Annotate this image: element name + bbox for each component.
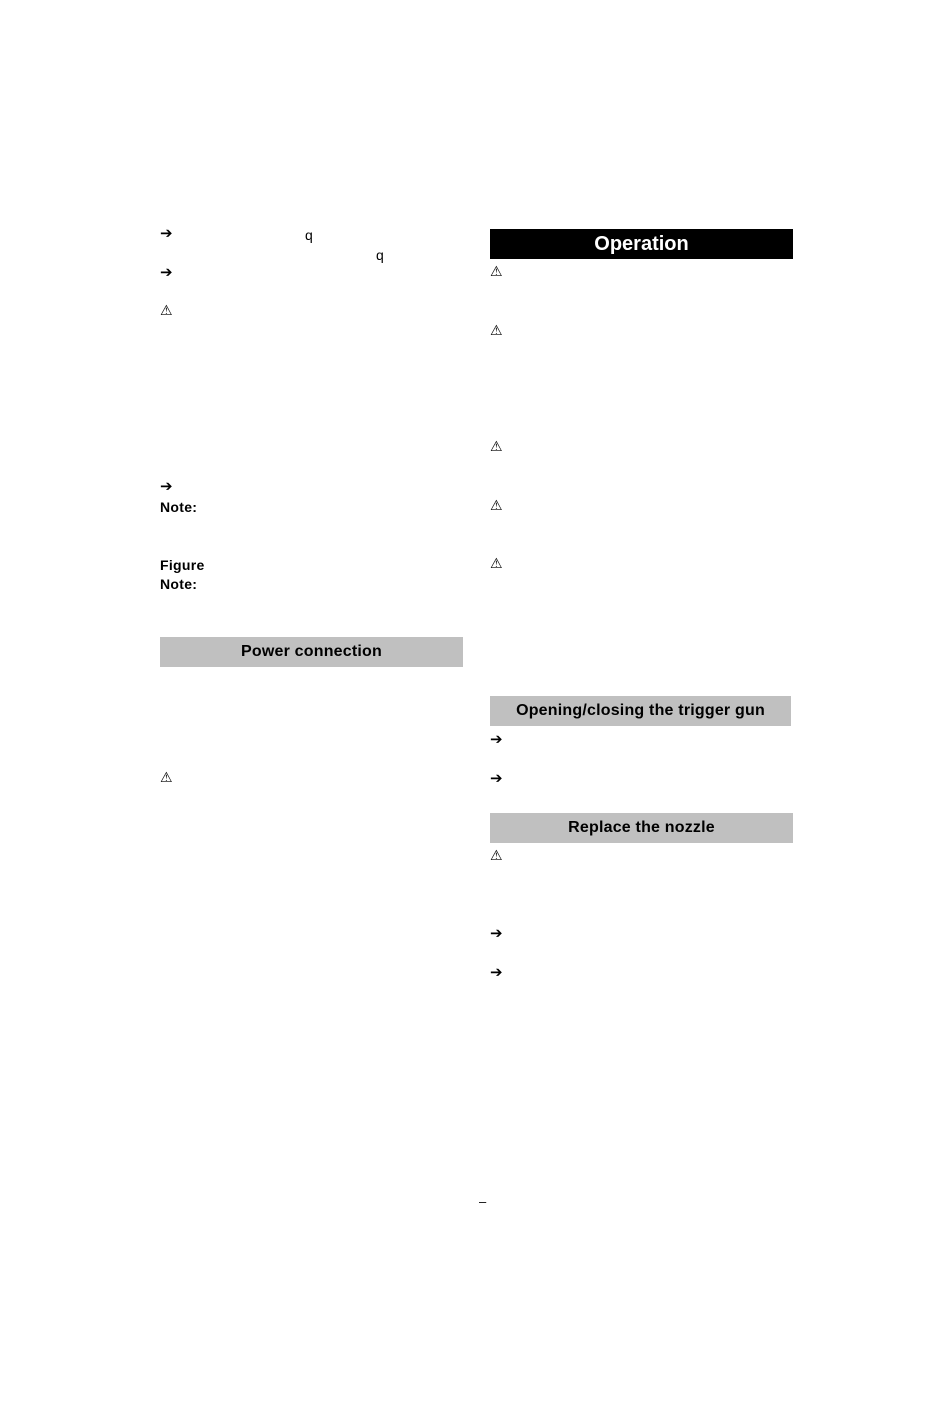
warning-icon: ⚠ bbox=[490, 264, 503, 280]
warning-icon: ⚠ bbox=[490, 323, 503, 339]
arrow-icon: ➔ bbox=[490, 730, 503, 748]
arrow-icon: ➔ bbox=[160, 263, 173, 281]
warning-icon: ⚠ bbox=[490, 439, 503, 455]
arrow-icon: ➔ bbox=[490, 924, 503, 942]
figure-label: Figure bbox=[160, 557, 205, 573]
trigger-gun-heading: Opening/closing the trigger gun bbox=[490, 696, 791, 726]
arrow-icon: ➔ bbox=[490, 963, 503, 981]
page-number-mark: – bbox=[479, 1194, 487, 1209]
note-label: Note: bbox=[160, 499, 198, 515]
warning-icon: ⚠ bbox=[160, 303, 173, 319]
stray-character: q bbox=[305, 227, 313, 243]
stray-character: q bbox=[376, 247, 384, 263]
note-label: Note: bbox=[160, 576, 198, 592]
warning-icon: ⚠ bbox=[490, 556, 503, 572]
warning-icon: ⚠ bbox=[160, 770, 173, 786]
arrow-icon: ➔ bbox=[160, 477, 173, 495]
arrow-icon: ➔ bbox=[490, 769, 503, 787]
warning-icon: ⚠ bbox=[490, 498, 503, 514]
operation-heading: Operation bbox=[490, 229, 793, 259]
arrow-icon: ➔ bbox=[160, 224, 173, 242]
warning-icon: ⚠ bbox=[490, 848, 503, 864]
replace-nozzle-heading: Replace the nozzle bbox=[490, 813, 793, 843]
power-connection-heading: Power connection bbox=[160, 637, 463, 667]
